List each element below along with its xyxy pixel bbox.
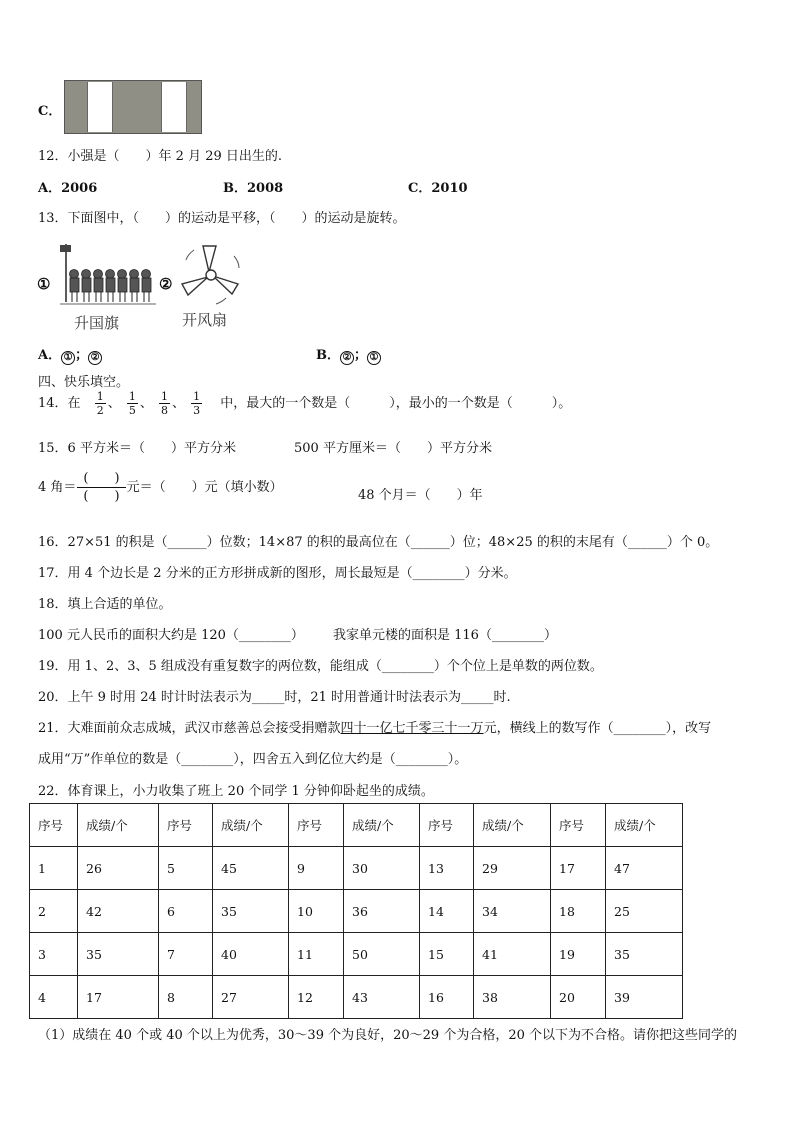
table-cell: 10 (289, 890, 344, 933)
separator: 、 (172, 396, 186, 411)
q15-line1b: 500 平方厘米＝（ ）平方分米 (294, 441, 492, 456)
question-18-b: 我家单元楼的面积是 116（________） (333, 628, 557, 643)
question-18-a: 100 元人民币的面积大约是 120（________） (38, 628, 304, 643)
picture-2-caption: 开风扇 (182, 311, 228, 329)
q15-line2-prefix: 4 角＝ (38, 480, 77, 495)
header-cell: 成绩/个 (474, 804, 551, 847)
score-table (29, 803, 683, 1019)
table-cell: 18 (551, 890, 606, 933)
numerator: 1 (193, 390, 201, 403)
q13-option-a (38, 344, 102, 365)
q21-post: 元，横线上的数写作（________），改写 (483, 721, 712, 736)
option-c-label: C． (38, 104, 62, 119)
q15-line2 (38, 470, 283, 505)
table-cell: 27 (213, 976, 289, 1019)
question-14 (38, 390, 571, 417)
q21-pre: 21．大难面前众志成城，武汉市慈善总会接受捐赠款 (38, 721, 341, 736)
denominator: 3 (193, 404, 201, 417)
table-cell: 40 (213, 933, 289, 976)
table-cell: 17 (78, 976, 159, 1019)
table-cell: 1 (30, 847, 78, 890)
picture-1-caption: 升国旗 (74, 314, 120, 332)
q12-option-c: C．2010 (408, 181, 468, 196)
numerator: 1 (128, 390, 136, 403)
flag-raising-picture (52, 240, 160, 310)
table-cell: 9 (289, 847, 344, 890)
table-cell: 39 (606, 976, 683, 1019)
header-cell: 序号 (420, 804, 474, 847)
fraction (159, 390, 170, 417)
white-stripe (87, 82, 113, 132)
fraction (191, 390, 202, 417)
table-cell: 5 (159, 847, 213, 890)
separator: 、 (139, 396, 153, 411)
table-cell: 3 (30, 933, 78, 976)
q15-line2-mid: 元＝（ ）元（填小数） (126, 480, 283, 495)
table-cell: 36 (344, 890, 420, 933)
blank-numerator: ( ) (77, 470, 125, 488)
table-cell: 25 (606, 890, 683, 933)
circled-two: ② (88, 351, 102, 365)
fraction (127, 390, 138, 417)
denominator: 2 (96, 404, 104, 417)
blank-denominator: ( ) (83, 489, 120, 504)
table-cell: 38 (474, 976, 551, 1019)
question-18-stem: 18．填上合适的单位。 (38, 597, 172, 612)
section-4-heading: 四、快乐填空。 (38, 375, 130, 390)
fraction (95, 390, 106, 417)
table-cell: 6 (159, 890, 213, 933)
question-12-stem: 12．小强是（ ）年 2 月 29 日出生的. (38, 149, 283, 164)
table-cell: 17 (551, 847, 606, 890)
q13-option-b-sep: ； (354, 348, 368, 363)
q12-option-a: A．2006 (38, 181, 98, 196)
question-17: 17．用 4 个边长是 2 分米的正方形拼成新的图形，周长最短是（________）分米。 (38, 566, 517, 581)
q15-line1a: 15．6 平方米＝（ ）平方分米 (38, 441, 236, 456)
white-stripe (161, 82, 187, 132)
header-cell: 成绩/个 (344, 804, 420, 847)
table-row (30, 976, 683, 1019)
table-cell: 47 (606, 847, 683, 890)
numerator: 1 (96, 390, 104, 403)
table-cell: 15 (420, 933, 474, 976)
separator: 、 (107, 396, 121, 411)
numerator: 1 (161, 390, 168, 403)
question-13-stem: 13．下面图中，（ ）的运动是平移，（ ）的运动是旋转。 (38, 211, 406, 226)
table-cell: 35 (78, 933, 159, 976)
table-header-row (30, 804, 683, 847)
q21-underlined-number: 四十一亿七千零三十一万 (340, 721, 484, 736)
table-cell: 29 (474, 847, 551, 890)
header-cell: 成绩/个 (606, 804, 683, 847)
q12-option-b: B．2008 (223, 181, 284, 196)
question-16: 16．27×51 的积是（______）位数；14×87 的积的最高位在（______）位；48×25 的积的末尾有（______）个 0。 (38, 535, 719, 550)
question-21-line1 (38, 717, 711, 736)
q14-prefix: 14．在 (38, 396, 81, 411)
denominator: 8 (161, 404, 168, 417)
table-cell: 30 (344, 847, 420, 890)
denominator: 5 (128, 404, 136, 417)
table-cell: 12 (289, 976, 344, 1019)
table-cell: 35 (213, 890, 289, 933)
question-21-line2: 成用“万”作单位的数是（________），四舍五入到亿位大约是（________）。 (38, 752, 468, 767)
table-row (30, 933, 683, 976)
header-cell: 序号 (551, 804, 606, 847)
table-cell: 14 (420, 890, 474, 933)
picture-2-number: ② (159, 275, 173, 293)
table-cell: 4 (30, 976, 78, 1019)
q13-option-a-sep: ； (75, 348, 89, 363)
striped-rectangle-figure (64, 80, 202, 134)
question-19: 19．用 1、2、3、5 组成没有重复数字的两位数，能组成（________）个个位上是单数的两位数。 (38, 659, 603, 674)
circled-one: ① (367, 351, 381, 365)
q15-line2b: 48 个月＝（ ）年 (358, 488, 483, 503)
question-20: 20．上午 9 时用 24 时计时法表示为_____时，21 时用普通计时法表示为_____时. (38, 690, 511, 705)
table-cell: 20 (551, 976, 606, 1019)
table-cell: 13 (420, 847, 474, 890)
table-cell: 42 (78, 890, 159, 933)
fan-picture (176, 240, 246, 310)
table-cell: 50 (344, 933, 420, 976)
table-cell: 45 (213, 847, 289, 890)
table-cell: 26 (78, 847, 159, 890)
header-cell: 序号 (159, 804, 213, 847)
q13-option-b (316, 344, 381, 365)
table-cell: 11 (289, 933, 344, 976)
table-cell: 2 (30, 890, 78, 933)
picture-1-number: ① (37, 275, 51, 293)
table-cell: 35 (606, 933, 683, 976)
table-cell: 41 (474, 933, 551, 976)
header-cell: 成绩/个 (78, 804, 159, 847)
table-row (30, 847, 683, 890)
table-cell: 43 (344, 976, 420, 1019)
header-cell: 成绩/个 (213, 804, 289, 847)
q13-option-a-prefix: A． (38, 348, 62, 363)
table-cell: 16 (420, 976, 474, 1019)
table-cell: 19 (551, 933, 606, 976)
q13-option-b-prefix: B． (316, 348, 340, 363)
table-cell: 8 (159, 976, 213, 1019)
question-22-stem: 22．体育课上，小力收集了班上 20 个同学 1 分钟仰卧起坐的成绩。 (38, 784, 434, 799)
blank-fraction (77, 470, 125, 505)
circled-one: ① (61, 351, 75, 365)
table-row (30, 890, 683, 933)
question-22-part-1: （1）成绩在 40 个或 40 个以上为优秀，30～39 个为良好，20～29 个为合格，20 个以下为不合格。请你把这些同学的 (38, 1028, 737, 1043)
header-cell: 序号 (30, 804, 78, 847)
header-cell: 序号 (289, 804, 344, 847)
q14-suffix: 中，最大的一个数是（ ），最小的一个数是（ ）。 (220, 396, 572, 411)
circled-two: ② (340, 351, 354, 365)
table-cell: 7 (159, 933, 213, 976)
table-cell: 34 (474, 890, 551, 933)
